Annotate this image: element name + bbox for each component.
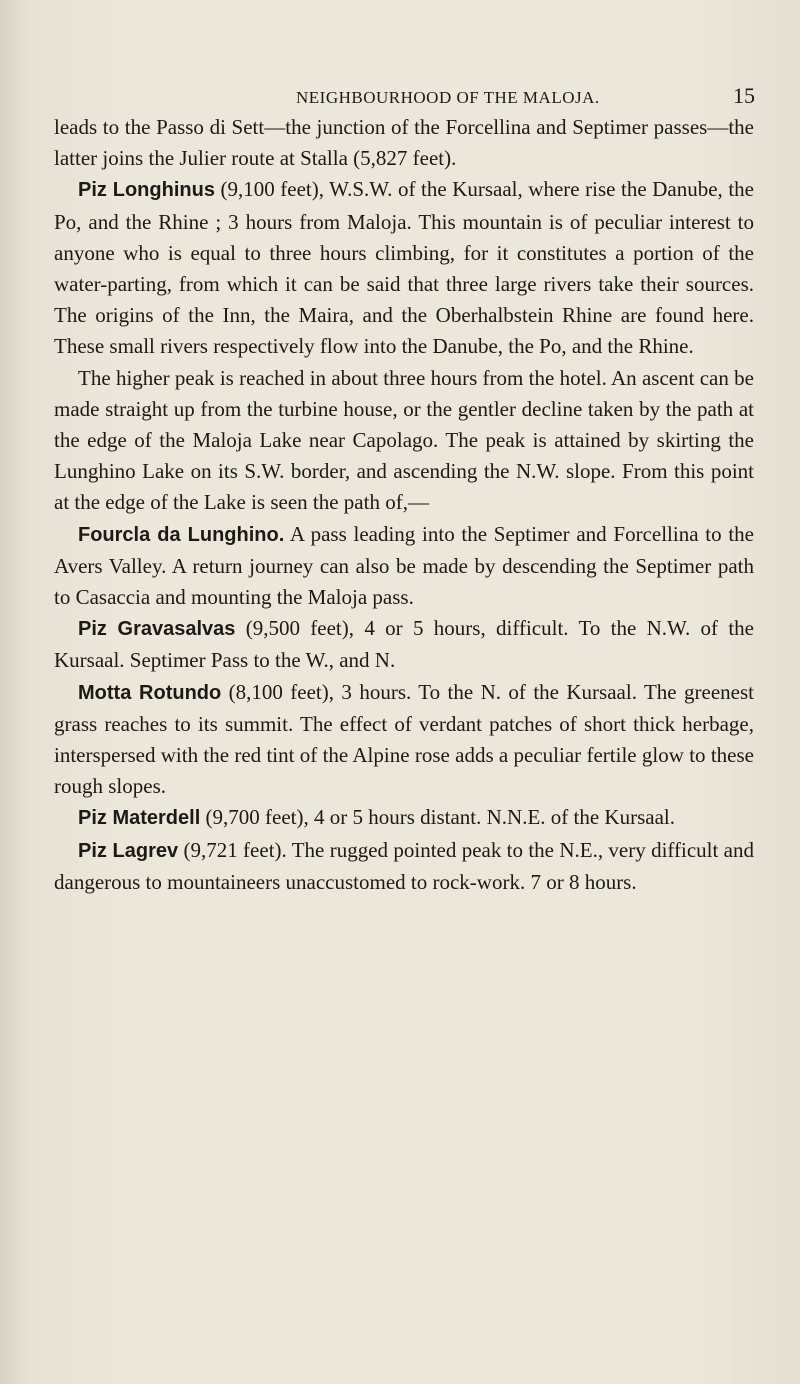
entry-text: (9,700 feet), 4 or 5 hours distant. N.N.E. of the Kursaal. <box>200 805 675 830</box>
entry-piz-longhinus <box>54 174 754 362</box>
entry-headword: Piz Gravasalvas <box>78 618 236 641</box>
entry-piz-gravasalvas <box>54 613 754 676</box>
paragraph-text: leads to the Passo di Sett—the junction of the Forcellina and Septimer passes—the latter joins the Julier route at Stalla (5,827 feet). <box>54 115 754 171</box>
entry-headword: Piz Materdell <box>78 807 201 830</box>
entry-headword: Motta Rotundo <box>78 681 222 704</box>
entry-headword: Piz Lagrev <box>78 839 179 862</box>
entry-text: (9,721 feet). The rugged pointed peak to the N.E., very difficult and dangerous to mountaineers unaccustomed to rock-work. 7 or 8 hours. <box>54 837 754 894</box>
entry-text: (8,100 feet), 3 hours. To the N. of the Kursaal. The greenest grass reaches to its summit. The effect of verdant patches of short thick herbage, interspersed with the red tint of the Alpine rose adds a peculiar fertile glow to these rough slopes. <box>54 679 754 799</box>
entry-headword: Fourcla da Lunghino. <box>78 523 285 546</box>
running-title: NEIGHBOURHOOD OF THE MALOJA. <box>296 88 600 107</box>
paragraph-continued <box>54 112 754 174</box>
paragraph-text: The higher peak is reached in about three hours from the hotel. An ascent can be made straight up from the turbine house, or the gentler decline taken by the path at the edge of the Maloja Lake near Capolago. The peak is attained by skirting the Lunghino Lake on its S.W. border, and ascending the N.W. slope. From this point at the edge of the Lake is seen the path of,— <box>54 365 754 515</box>
entry-text: A pass leading into the Septimer and Forcellina to the Avers Valley. A return journey can also be made by descending the Septimer path to Casaccia and mounting the Maloja pass. <box>54 521 754 610</box>
page-number: 15 <box>733 83 755 108</box>
entry-text: (9,500 feet), 4 or 5 hours, difficult. To the N.W. of the Kursaal. Septimer Pass to the W., and N. <box>54 616 754 673</box>
entry-motta-rotundo <box>54 677 754 803</box>
entry-fourcla-da-lunghino <box>54 519 754 614</box>
entry-piz-lagrev <box>54 835 754 898</box>
page-body <box>54 112 754 898</box>
entry-text: (9,100 feet), W.S.W. of the Kursaal, where rise the Danube, the Po, and the Rhine ; 3 hours from Maloja. This mountain is of peculiar interest to anyone who is equal to three hours climbing, for it constitutes a portion of the water-parting, from which it can be said that three large rivers take their sources. The origins of the Inn, the Maira, and the Oberhalbstein Rhine are found here. These small rivers respectively flow into the Danube, the Po, and the Rhine. <box>54 177 754 359</box>
entry-piz-materdell <box>54 802 754 834</box>
entry-headword: Piz Longhinus <box>78 179 215 202</box>
paragraph-higher-peak <box>54 363 754 519</box>
